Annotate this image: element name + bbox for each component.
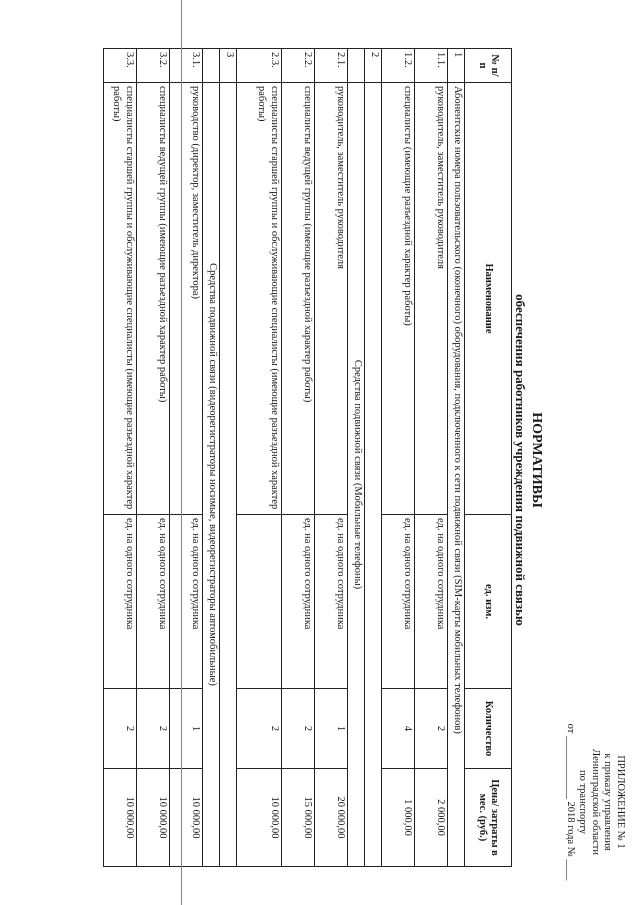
row-price: 10 000,00 xyxy=(104,769,137,867)
table-row xyxy=(282,49,315,867)
table-row xyxy=(315,49,348,867)
document-subtitle: обеспечения работников учреждения подвижной связью xyxy=(513,294,528,626)
row-unit: ед. на одного сотрудника xyxy=(382,515,415,689)
row-price: 15 000,00 xyxy=(282,769,315,867)
table-row xyxy=(137,49,170,867)
row-qty: 2 xyxy=(104,689,137,769)
section-num-blank xyxy=(348,49,365,83)
row-price: 2 000,00 xyxy=(415,769,448,867)
section-spacer xyxy=(365,83,382,867)
section-num-blank xyxy=(203,49,220,83)
table-row xyxy=(382,49,415,867)
page-divider xyxy=(181,0,182,905)
appendix-line: ПРИЛОЖЕНИЕ № 1 xyxy=(615,755,626,849)
section-index: 1 xyxy=(448,49,465,83)
table-row xyxy=(237,49,282,867)
row-num: 2.2. xyxy=(282,49,315,83)
section-title: Средства подвижной связи (Мобильные телефоны) xyxy=(348,83,365,867)
section-title-row xyxy=(348,49,365,867)
appendix-block xyxy=(564,714,627,890)
row-unit: ед. на одного сотрудника xyxy=(170,515,203,689)
row-name: специалисты старшей группы и обслуживающие специалисты (имеющие разъездной характер работы) xyxy=(104,83,137,515)
row-num: 1.2. xyxy=(382,49,415,83)
row-qty: 1 xyxy=(315,689,348,769)
row-num: 3.1. xyxy=(170,49,203,83)
row-unit: ед. на одного сотрудника xyxy=(137,515,170,689)
section-row xyxy=(448,49,465,867)
header-num: № п/п xyxy=(465,49,512,83)
row-qty: 1 xyxy=(170,689,203,769)
row-num: 3.3. xyxy=(104,49,137,83)
header-price: Цена/ затраты в мес. (руб.) xyxy=(465,769,512,867)
row-name: руководитель, заместитель руководителя xyxy=(415,83,448,515)
section-title-row xyxy=(203,49,220,867)
row-price: 20 000,00 xyxy=(315,769,348,867)
row-qty: 2 xyxy=(415,689,448,769)
appendix-line: к приказу управления xyxy=(602,753,614,851)
section-index-row xyxy=(220,49,237,867)
appendix-line: от ____________ 2018 года № ____ xyxy=(565,723,576,881)
table-header-row xyxy=(465,49,512,867)
header-unit: ед. изм. xyxy=(465,515,512,689)
document-title: НОРМАТИВЫ xyxy=(529,412,544,508)
appendix-line: по транспорту xyxy=(577,769,589,835)
row-unit: ед. на одного сотрудника xyxy=(282,515,315,689)
row-name: специалисты ведущей группы (имеющие разъездной характер работы) xyxy=(282,83,315,515)
row-qty: 2 xyxy=(237,689,282,769)
section-spacer xyxy=(220,83,237,867)
row-price: 10 000,00 xyxy=(170,769,203,867)
row-unit: ед. на одного сотрудника xyxy=(104,515,137,689)
row-unit: ед. на одного сотрудника xyxy=(315,515,348,689)
table-row xyxy=(170,49,203,867)
row-qty: 2 xyxy=(137,689,170,769)
row-price: 10 000,00 xyxy=(137,769,170,867)
row-price: 1 000,00 xyxy=(382,769,415,867)
section-index: 3 xyxy=(220,49,237,83)
row-name: специалисты (имеющие разъездной характер работы) xyxy=(382,83,415,515)
row-qty: 4 xyxy=(382,689,415,769)
row-name: руководство (директор, заместитель директора) xyxy=(170,83,203,515)
section-title: Средства подвижной связи (видеорегистраторы носимые, видеорегистраторы автомобильные) xyxy=(203,83,220,867)
row-name: специалисты старшей группы и обслуживающие специалисты (имеющие разъездной характер работы) xyxy=(237,83,282,515)
row-num: 2.1. xyxy=(315,49,348,83)
row-qty: 2 xyxy=(282,689,315,769)
table-row xyxy=(104,49,137,867)
header-qty: Количество xyxy=(465,689,512,769)
section-index-row xyxy=(365,49,382,867)
row-num: 3.2. xyxy=(137,49,170,83)
row-name: руководитель, заместитель руководителя xyxy=(315,83,348,515)
row-name: специалисты ведущей группы (имеющие разъездной характер работы) xyxy=(137,83,170,515)
section-index: 2 xyxy=(365,49,382,83)
row-unit: ед. на одного сотрудника xyxy=(415,515,448,689)
row-num: 1.1. xyxy=(415,49,448,83)
section-title: Абонентские номера пользовательского (оконечного) оборудования, подключенного к сети подвижной связи (SIM-карты мобильных телефонов) xyxy=(448,83,465,867)
row-price: 10 000,00 xyxy=(237,769,282,867)
row-num: 2.3. xyxy=(237,49,282,83)
row-unit xyxy=(237,515,282,689)
appendix-line: Ленинградской области xyxy=(590,749,601,855)
header-name: Наименование xyxy=(465,83,512,515)
norms-table xyxy=(103,48,512,867)
table-row xyxy=(415,49,448,867)
